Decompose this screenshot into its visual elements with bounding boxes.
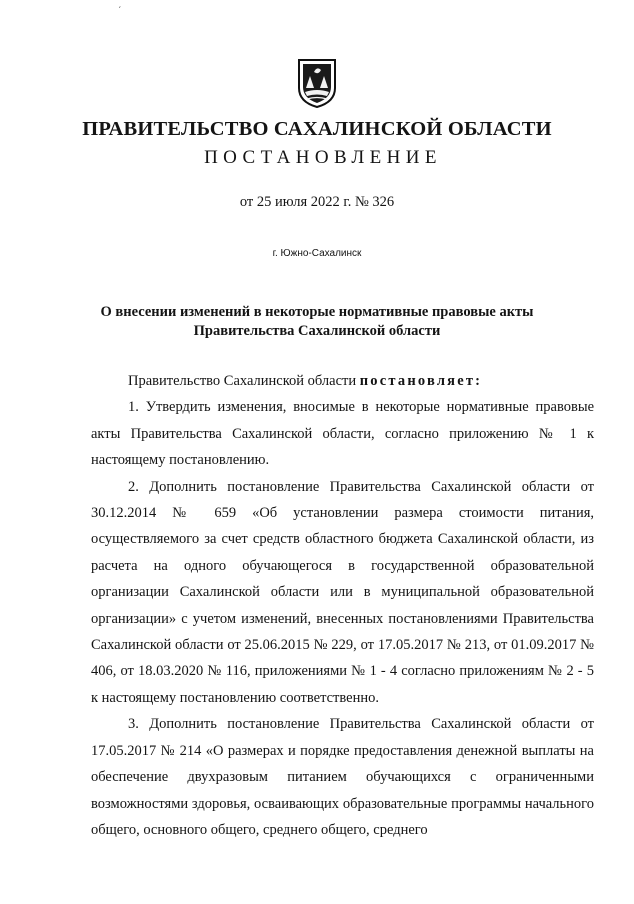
scan-artifact-mark: ˊ [118, 6, 122, 17]
intro-paragraph [91, 368, 594, 394]
document-city: г. Южно-Сахалинск [272, 248, 362, 259]
document-date-number: от 25 июля 2022 г. № 326 [239, 194, 395, 210]
sakhalin-coat-of-arms-icon [297, 58, 337, 108]
document-body [91, 368, 594, 843]
paragraph-1: 1. Утвердить изменения, вносимые в некоторые нормативные правовые акты Правительства Сахалинской области, согласно приложению № 1 к настоящему постановлению. [91, 399, 594, 469]
document-title [0, 303, 634, 341]
intro-keyword: постановляет: [359, 373, 483, 389]
document-type: ПОСТАНОВЛЕНИЕ [204, 147, 442, 168]
intro-text: Правительство Сахалинской области [128, 373, 360, 389]
paragraph-2: 2. Дополнить постановление Правительства Сахалинской области от 30.12.2014 № 659 «Об установлении размера стоимости питания, осуществляемого за счет средств областного бюджета Сахалинской области, из расчета на одного обучающегося в государственной образовательной организации Сахалинской области или в муниципальной образовательной организации» с учетом изменений, внесенных постановлениями Правительства Сахалинской области от 25.06.2015 № 229, от 17.05.2017 № 213, от 01.09.2017 № 406, от 18.03.2020 № 116, приложениями № 1 - 4 согласно приложениям № 2 - 5 к настоящему постановлению соответственно. [91, 478, 594, 706]
document-title-line-2: Правительства Сахалинской области [193, 323, 441, 339]
paragraph-3: 3. Дополнить постановление Правительства Сахалинской области от 17.05.2017 № 214 «О размерах и порядке предоставления денежной выплаты на обеспечение двухразовым питанием обучающихся с ограниченными возможностями здоровья, осваивающих образовательные программы начального общего, основного общего, среднего общего, среднего [91, 716, 594, 838]
organization-name: ПРАВИТЕЛЬСТВО САХАЛИНСКОЙ ОБЛАСТИ [82, 118, 552, 140]
document-title-line-1: О внесении изменений в некоторые нормативные правовые акты [100, 304, 534, 320]
